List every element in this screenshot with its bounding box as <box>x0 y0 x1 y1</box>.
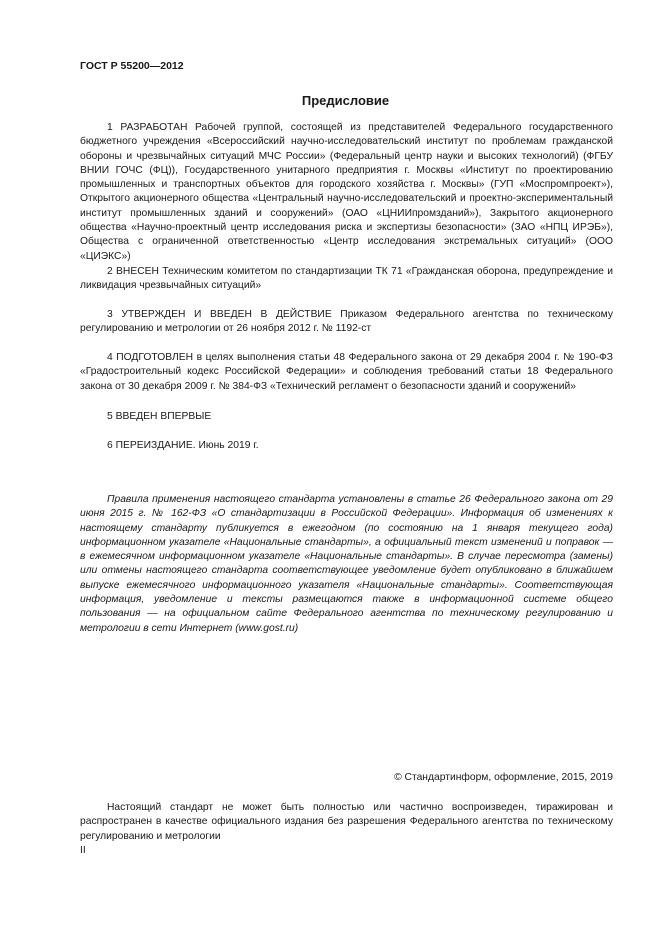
paragraph-submitted: 2 ВНЕСЕН Техническим комитетом по стандартизации ТК 71 «Гражданская оборона, предупреждение и ликвидация чрезвычайных ситуаций» <box>80 266 613 292</box>
page-number: II <box>80 845 86 856</box>
page-title: Предисловие <box>301 93 390 108</box>
paragraph-developed: 1 РАЗРАБОТАН Рабочей группой, состоящей из представителей Федерального государственного бюджетного учреждения «Всероссийский научно-исследовательский институт по проблемам гражданской обороны и чрезвычайных ситуаций МЧС России» (Федеральный центр науки и высоких технологий) (ФГБУ ВНИИ ГОЧС (ФЦ)), Государственного унитарного предприятия г. Москвы «Институт по проектированию промышленных и транспортных объектов для городского хозяйства г. Москвы» (ГУП «Моспромпроект»), Открытого акционерного общества «Центральный научно-исследовательский и проектно-экспериментальный институт промышленных зданий и сооружений» (ОАО «ЦНИИпромзданий»), Закрытого акционерного общества «Научно-проектный центр исследования риска и экспертизы безопасности» (ЗАО «НПЦ ИРЭБ»), Общества с ограниченной ответственностью «Центр исследования экстремальных ситуаций» (ООО «ЦИЭКС») <box>80 122 613 262</box>
copyright-line: © Стандартинформ, оформление, 2015, 2019 <box>394 772 613 783</box>
standard-code: ГОСТ Р 55200—2012 <box>80 60 184 72</box>
paragraph-first-introduced: 5 ВВЕДЕН ВПЕРВЫЕ <box>107 411 212 422</box>
paragraph-approved: 3 УТВЕРЖДЕН И ВВЕДЕН В ДЕЙСТВИЕ Приказом Федерального агентства по техническому регулированию и метрологии от 26 ноября 2012 г. № 1192-ст <box>80 309 613 335</box>
paragraph-reissue: 6 ПЕРЕИЗДАНИЕ. Июнь 2019 г. <box>107 440 259 451</box>
application-rules-notice: Правила применения настоящего стандарта установлены в статье 26 Федерального закона от 29 июня 2015 г. № 162-ФЗ «О стандартизации в Российской Федерации». Информация об изменениях к настоящему стандарту публикуется в ежегодном (по состоянию на 1 января текущего года) информационном указателе «Национальные стандарты», а официальный текст изменений и поправок — в ежемесячном информационном указателе «Национальные стандарты». В случае пересмотра (замены) или отмены настоящего стандарта соответствующее уведомление будет опубликовано в ближайшем выпуске ежемесячного информационного указателя «Национальные стандарты». Соответствующая информация, уведомление и тексты размещаются также в информационной системе общего пользования — на официальном сайте Федерального агентства по техническому регулированию и метрологии в сети Интернет (www.gost.ru) <box>80 494 613 634</box>
reproduction-restriction: Настоящий стандарт не может быть полностью или частично воспроизведен, тиражирован и распространен в качестве официального издания без разрешения Федерального агентства по техническому регулированию и метрологии <box>80 802 613 842</box>
paragraph-prepared: 4 ПОДГОТОВЛЕН в целях выполнения статьи 48 Федерального закона от 29 декабря 2004 г. № 190-ФЗ «Градостроительный кодекс Российской Федерации» и соблюдения требований статьи 18 Федерального закона от 30 декабря 2009 г. № 384-ФЗ «Технический регламент о безопасности зданий и сооружений» <box>80 352 613 392</box>
